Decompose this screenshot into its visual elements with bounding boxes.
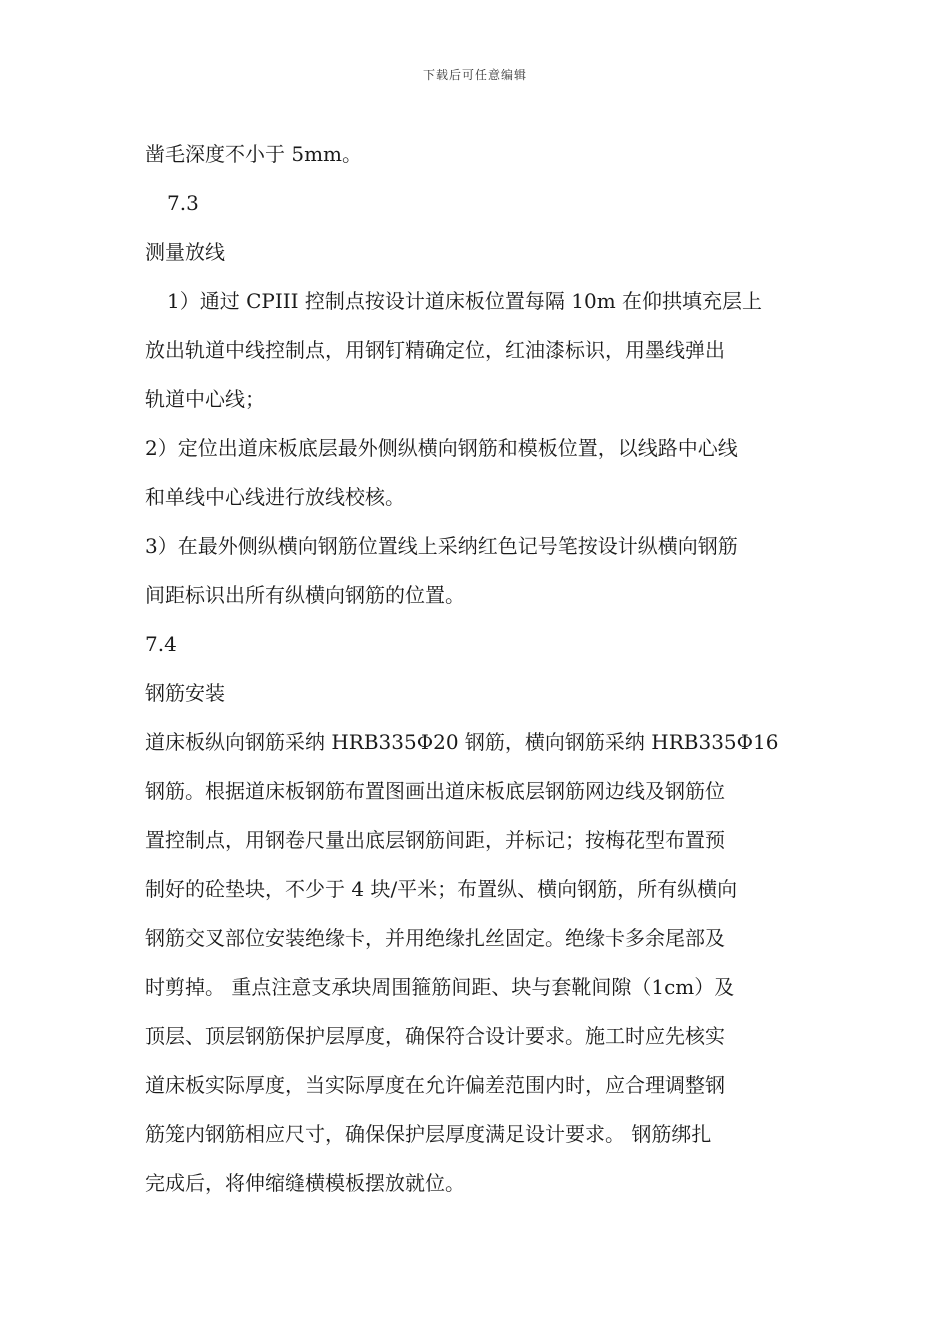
text-line: 钢筋交叉部位安装绝缘卡，并用绝缘扎丝固定。绝缘卡多余尾部及 xyxy=(145,926,725,950)
text-line: 2）定位出道床板底层最外侧纵横向钢筋和模板位置，以线路中心线 xyxy=(145,436,738,460)
section-number: 7.4 xyxy=(145,632,177,656)
section-title: 测量放线 xyxy=(145,240,225,264)
text-line: 钢筋。根据道床板钢筋布置图画出道床板底层钢筋网边线及钢筋位 xyxy=(145,779,725,803)
text-line: 凿毛深度不小于 5mm。 xyxy=(145,142,363,166)
text-line: 置控制点，用钢卷尺量出底层钢筋间距，并标记；按梅花型布置预 xyxy=(145,828,725,852)
text-line: 放出轨道中线控制点，用钢钉精确定位，红油漆标识，用墨线弹出 xyxy=(145,338,725,362)
section-title: 钢筋安装 xyxy=(145,681,225,705)
text-line: 道床板实际厚度，当实际厚度在允许偏差范围内时，应合理调整钢 xyxy=(145,1073,725,1097)
text-line: 时剪掉。 重点注意支承块周围箍筋间距、块与套靴间隙（1cm）及 xyxy=(145,975,735,999)
text-line: 轨道中心线； xyxy=(145,387,265,411)
text-line: 间距标识出所有纵横向钢筋的位置。 xyxy=(145,583,465,607)
text-line: 3）在最外侧纵横向钢筋位置线上采纳红色记号笔按设计纵横向钢筋 xyxy=(145,534,738,558)
text-line: 道床板纵向钢筋采纳 HRB335Φ20 钢筋，横向钢筋采纳 HRB335Φ16 xyxy=(145,730,779,754)
document-body xyxy=(145,130,815,1208)
text-line: 完成后，将伸缩缝横模板摆放就位。 xyxy=(145,1171,465,1195)
text-line: 筋笼内钢筋相应尺寸，确保保护层厚度满足设计要求。 钢筋绑扎 xyxy=(145,1122,712,1146)
section-number: 7.3 xyxy=(167,191,199,215)
text-line: 和单线中心线进行放线校核。 xyxy=(145,485,405,509)
text-line: 1）通过 CPIII 控制点按设计道床板位置每隔 10m 在仰拱填充层上 xyxy=(167,289,763,313)
text-line: 顶层、顶层钢筋保护层厚度，确保符合设计要求。施工时应先核实 xyxy=(145,1024,725,1048)
text-line: 制好的砼垫块，不少于 4 块/平米；布置纵、横向钢筋，所有纵横向 xyxy=(145,877,738,901)
page-header: 下载后可任意编辑 xyxy=(422,68,527,82)
